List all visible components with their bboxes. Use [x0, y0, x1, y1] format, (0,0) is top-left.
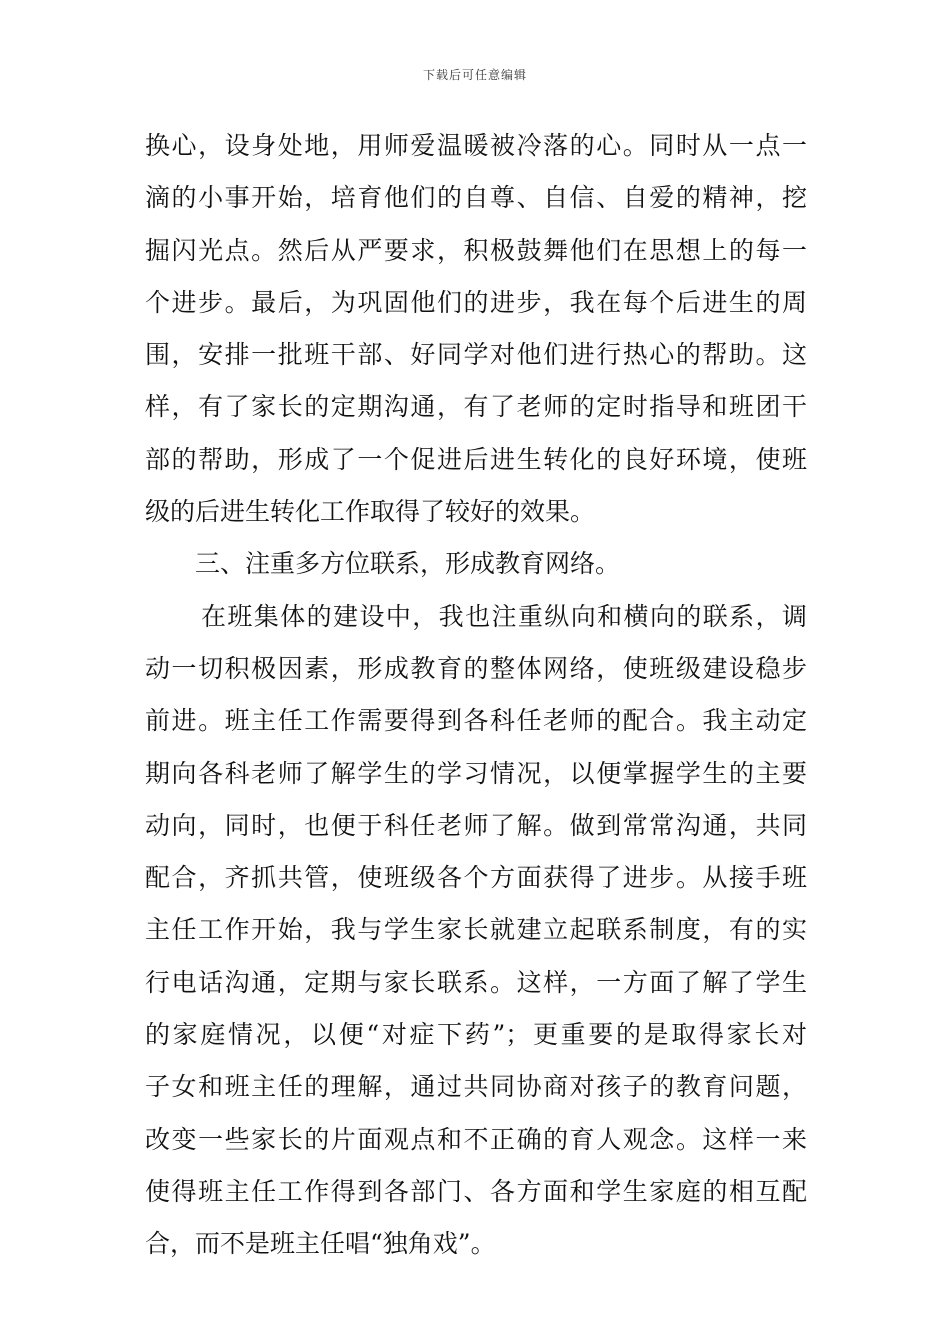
header-note: 下载后可任意编辑: [422, 68, 527, 82]
text-line: 主任工作开始，我与学生家长就建立起联系制度，有的实: [145, 915, 807, 945]
text-line: 动向，同时，也便于科任老师了解。做到常常沟通，共同: [145, 810, 807, 840]
text-line: 掘闪光点。然后从严要求，积极鼓舞他们在思想上的每一: [145, 235, 807, 265]
text-line: 围，安排一批班干部、好同学对他们进行热心的帮助。这: [145, 340, 807, 370]
text-line: 动一切积极因素，形成教育的整体网络，使班级建设稳步: [145, 653, 807, 683]
text-line: 使得班主任工作得到各部门、各方面和学生家庭的相互配: [145, 1176, 807, 1206]
text-line: 子女和班主任的理解，通过共同协商对孩子的教育问题，: [145, 1072, 807, 1102]
document-body: [145, 126, 807, 1277]
text-line: 换心，设身处地，用师爱温暖被冷落的心。同时从一点一: [145, 131, 807, 160]
text-line: 行电话沟通，定期与家长联系。这样，一方面了解了学生: [145, 967, 807, 997]
text-line: 个进步。最后，为巩固他们的进步，我在每个后进生的周: [145, 287, 807, 317]
text-line: 的家庭情况，以便“对症下药”；更重要的是取得家长对: [145, 1020, 807, 1050]
text-line: 前进。班主任工作需要得到各科任老师的配合。我主动定: [145, 706, 807, 736]
text-line: 在班集体的建设中，我也注重纵向和横向的联系，调: [201, 601, 807, 631]
text-line: 级的后进生转化工作取得了较好的效果。: [145, 497, 596, 527]
text-line: 配合，齐抓共管，使班级各个方面获得了进步。从接手班: [145, 863, 807, 893]
text-line: 合，而不是班主任唱“独角戏”。: [145, 1229, 496, 1259]
text-line: 滴的小事开始，培育他们的自尊、自信、自爱的精神，挖: [145, 183, 807, 213]
section-heading: 三、注重多方位联系，形成教育网络。: [195, 549, 621, 579]
text-line: 改变一些家长的片面观点和不正确的育人观念。这样一来: [145, 1124, 807, 1154]
text-line: 部的帮助，形成了一个促进后进生转化的良好环境，使班: [145, 444, 807, 474]
text-line: 期向各科老师了解学生的学习情况，以便掌握学生的主要: [145, 758, 807, 788]
text-line: 样，有了家长的定期沟通，有了老师的定时指导和班团干: [145, 392, 807, 422]
